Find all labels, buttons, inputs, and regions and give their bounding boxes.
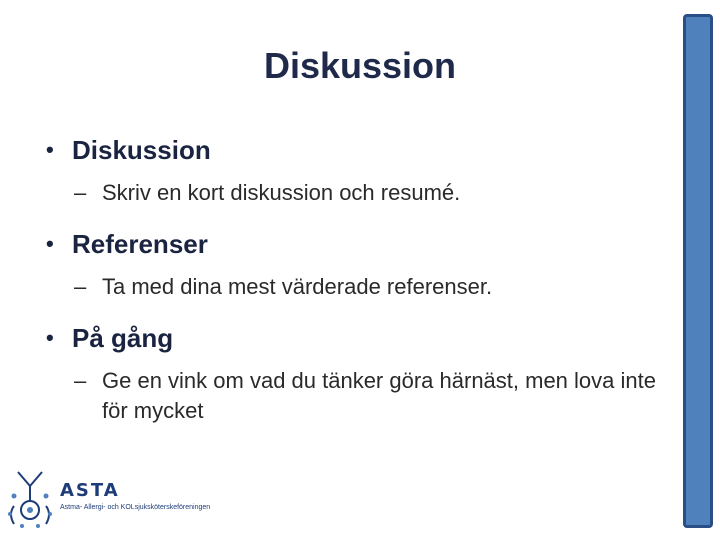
asta-emblem-icon xyxy=(4,466,58,532)
bullet-list xyxy=(46,130,666,442)
bullet-label: Referenser xyxy=(72,229,208,259)
bullet-label: På gång xyxy=(72,323,174,353)
sub-bullet-diskussion xyxy=(74,178,666,208)
sub-bullet-referenser xyxy=(74,272,666,302)
bullet-referenser xyxy=(46,224,666,264)
side-accent-bar xyxy=(683,14,713,528)
bullet-dot-icon: • xyxy=(46,231,54,256)
dash-icon: – xyxy=(74,274,87,299)
sub-bullet-pa-gang xyxy=(74,366,666,426)
dash-icon: – xyxy=(74,368,87,393)
logo-subtitle: Astma- Allergi- och KOLsjuksköterskeföreningen xyxy=(60,504,211,511)
logo-name: ASTA xyxy=(60,480,120,501)
dash-icon: – xyxy=(74,180,87,205)
bullet-pa-gang xyxy=(46,318,666,358)
sub-bullet-text: Ge en vink om vad du tänker göra härnäst, men lova inte för mycket xyxy=(102,368,656,423)
sub-bullet-text: Skriv en kort diskussion och resumé. xyxy=(102,180,461,205)
bullet-dot-icon: • xyxy=(46,137,54,162)
bullet-label: Diskussion xyxy=(72,135,211,165)
asta-logo xyxy=(4,466,211,532)
sub-bullet-text: Ta med dina mest värderade referenser. xyxy=(102,274,493,299)
bullet-dot-icon: • xyxy=(46,325,54,350)
bullet-diskussion xyxy=(46,130,666,170)
slide-title: Diskussion xyxy=(263,45,457,86)
